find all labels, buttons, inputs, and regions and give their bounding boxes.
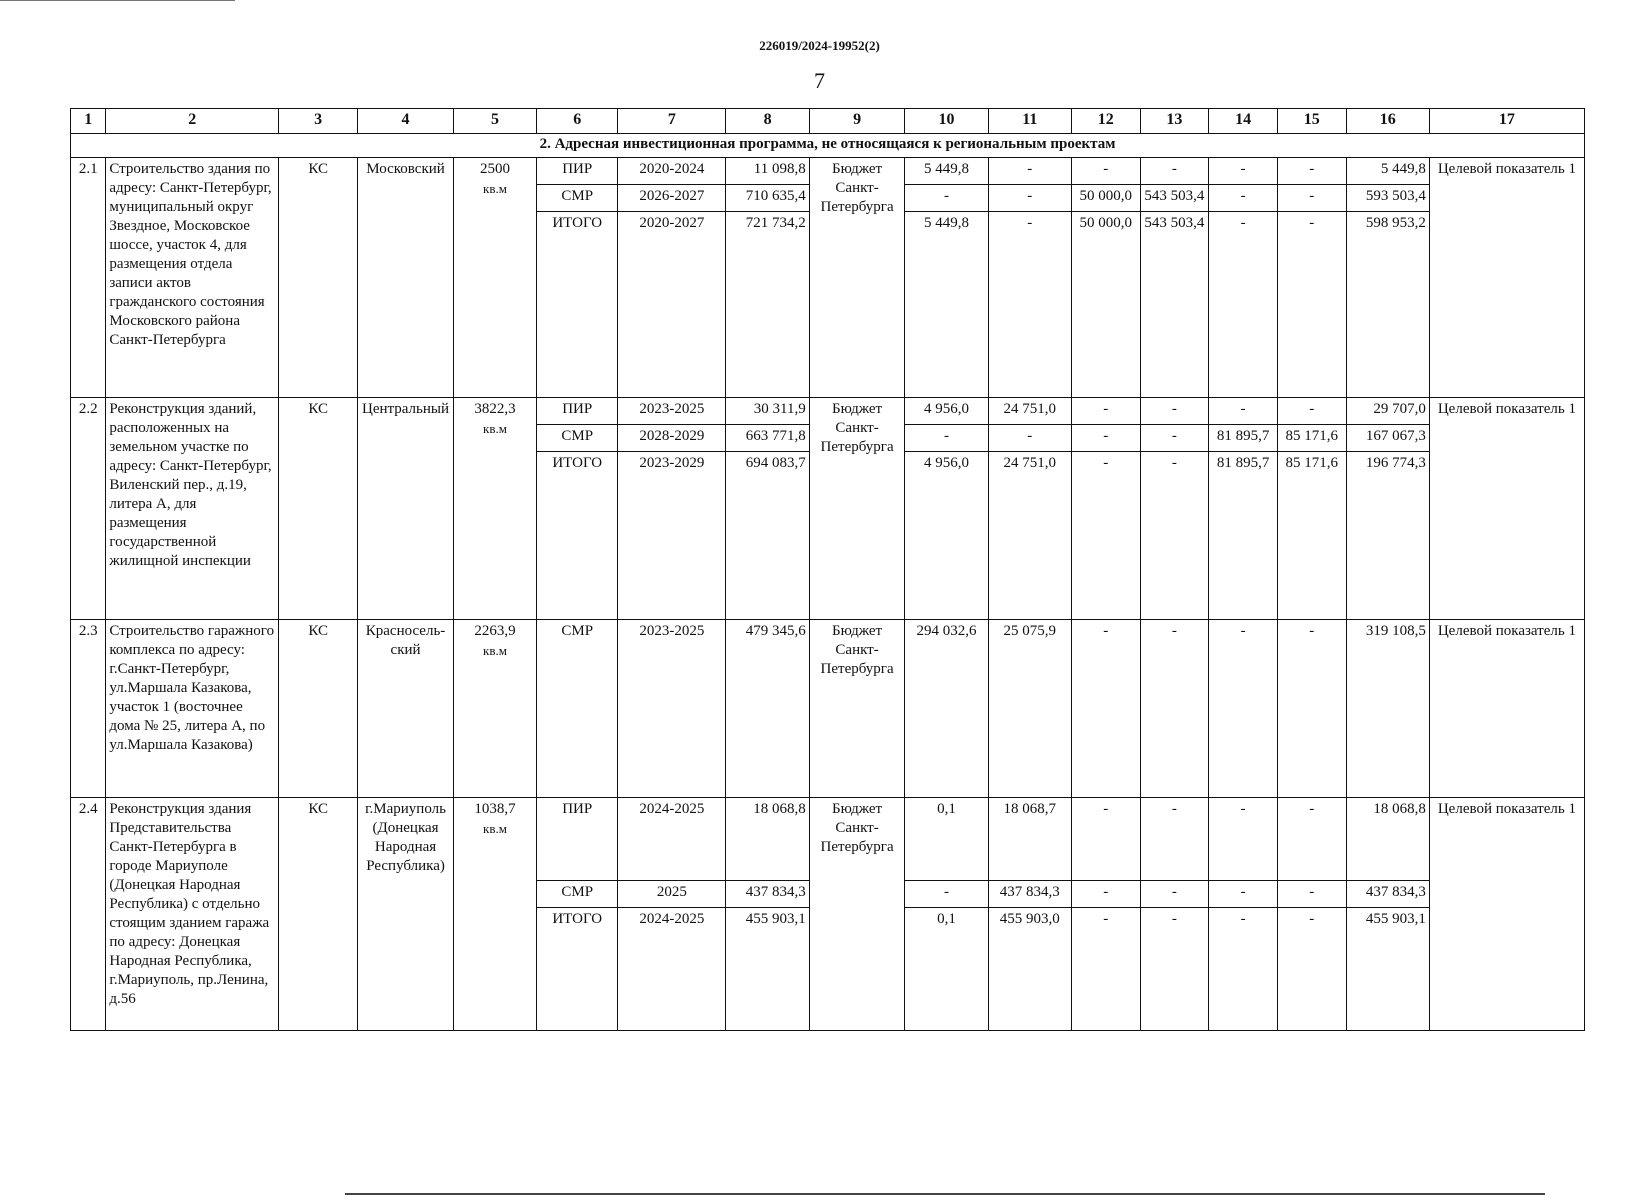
amount-sum xyxy=(1346,452,1429,620)
amount-c15-text: - xyxy=(1309,215,1315,231)
column-header-1: 1 xyxy=(71,109,106,134)
amount-c11-text: - xyxy=(1027,161,1033,177)
total-cost-text: 18 068,8 xyxy=(753,801,806,817)
amount-c12-text: - xyxy=(1103,801,1109,817)
amount-c12-text: - xyxy=(1103,911,1109,927)
amount-sum xyxy=(1346,398,1429,425)
total-cost-text: 30 311,9 xyxy=(753,401,806,417)
row-number xyxy=(71,620,106,798)
amount-sum-text: 29 707,0 xyxy=(1373,401,1426,417)
amount-c11 xyxy=(988,398,1071,425)
amount-sum-text: 5 449,8 xyxy=(1380,161,1426,177)
district xyxy=(358,158,454,398)
amount-c15 xyxy=(1277,452,1346,620)
row-number-text: 2.3 xyxy=(78,623,98,639)
column-header-5: 5 xyxy=(453,109,536,134)
amount-sum-text: 319 108,5 xyxy=(1365,623,1426,639)
stage-text: СМР xyxy=(561,188,594,204)
object-type-text: КС xyxy=(308,801,328,817)
capacity-text: 2500 xyxy=(480,161,510,177)
amount-c14-text: - xyxy=(1240,215,1246,231)
funding-source-text: Бюджет Санкт-Петербурга xyxy=(820,801,894,855)
document-id: 226019/2024-19952(2) xyxy=(759,38,880,53)
capacity-unit: кв.м xyxy=(483,421,507,436)
period xyxy=(618,158,726,185)
row-number xyxy=(71,398,106,620)
period xyxy=(618,398,726,425)
target-indicator xyxy=(1429,158,1584,398)
amount-c11 xyxy=(988,798,1071,881)
amount-c15-text: - xyxy=(1309,161,1315,177)
amount-c14 xyxy=(1209,398,1278,425)
amount-c11-text: 455 903,0 xyxy=(999,911,1060,927)
amount-c13 xyxy=(1140,452,1209,620)
amount-c14-text: - xyxy=(1240,623,1246,639)
amount-c13 xyxy=(1140,620,1209,798)
total-cost xyxy=(726,212,809,398)
row-number-text: 2.2 xyxy=(78,401,98,417)
stage-text: ИТОГО xyxy=(552,215,603,231)
amount-c14-text: - xyxy=(1240,801,1246,817)
amount-c10 xyxy=(905,798,988,881)
amount-c10-text: 294 032,6 xyxy=(916,623,977,639)
amount-sum-text: 593 503,4 xyxy=(1365,188,1426,204)
amount-c11-text: 437 834,3 xyxy=(999,884,1060,900)
capacity-text: 1038,7 xyxy=(474,801,516,817)
stage xyxy=(537,425,618,452)
period-text: 2023-2025 xyxy=(639,623,705,639)
total-cost-text: 437 834,3 xyxy=(745,884,806,900)
period-text: 2025 xyxy=(656,884,687,900)
target-indicator xyxy=(1429,798,1584,1031)
amount-c15-text: 85 171,6 xyxy=(1285,428,1338,444)
total-cost-text: 710 635,4 xyxy=(745,188,806,204)
amount-c11 xyxy=(988,212,1071,398)
amount-c11 xyxy=(988,881,1071,908)
total-cost xyxy=(726,798,809,881)
stage xyxy=(537,158,618,185)
amount-c11 xyxy=(988,425,1071,452)
amount-c15 xyxy=(1277,425,1346,452)
amount-c14 xyxy=(1209,425,1278,452)
amount-c13 xyxy=(1140,398,1209,425)
amount-c13 xyxy=(1140,212,1209,398)
amount-c11-text: - xyxy=(1027,428,1033,444)
amount-c15 xyxy=(1277,881,1346,908)
total-cost xyxy=(726,908,809,1031)
funding-source xyxy=(809,798,905,1031)
funding-source xyxy=(809,620,905,798)
amount-c13-text: - xyxy=(1171,401,1177,417)
period-text: 2024-2025 xyxy=(639,801,705,817)
amount-sum xyxy=(1346,185,1429,212)
amount-c12-text: - xyxy=(1103,428,1109,444)
amount-c12 xyxy=(1071,798,1140,881)
amount-c12 xyxy=(1071,158,1140,185)
amount-sum-text: 598 953,2 xyxy=(1365,215,1426,231)
object-description-text: Реконструкция зданий, расположенных на земельном участке по адресу: Санкт-Петербург, Виленский пер., д.19, литера А, для размещения государственной жилищной инспекции xyxy=(109,401,272,569)
stage xyxy=(537,185,618,212)
stage xyxy=(537,798,618,881)
amount-c10 xyxy=(905,398,988,425)
amount-c13-text: - xyxy=(1171,884,1177,900)
amount-c12-text: - xyxy=(1103,884,1109,900)
stage xyxy=(537,908,618,1031)
period-text: 2028-2029 xyxy=(639,428,705,444)
section-title: 2. Адресная инвестиционная программа, не относящаяся к региональным проектам xyxy=(71,134,1585,158)
amount-c10 xyxy=(905,908,988,1031)
amount-sum xyxy=(1346,908,1429,1031)
amount-c11 xyxy=(988,185,1071,212)
target-indicator-text: Целевой показатель 1 xyxy=(1437,401,1576,417)
period-text: 2024-2025 xyxy=(639,911,705,927)
object-description xyxy=(106,620,279,798)
amount-c12 xyxy=(1071,908,1140,1031)
column-header-14: 14 xyxy=(1209,109,1278,134)
amount-c14-text: - xyxy=(1240,401,1246,417)
capacity xyxy=(453,398,536,620)
capacity xyxy=(453,158,536,398)
object-type-text: КС xyxy=(308,623,328,639)
amount-c15 xyxy=(1277,398,1346,425)
amount-c12-text: - xyxy=(1103,401,1109,417)
district-text: Центральный xyxy=(362,401,450,417)
amount-c11 xyxy=(988,158,1071,185)
object-type-text: КС xyxy=(308,161,328,177)
object-description xyxy=(106,798,279,1031)
amount-c10-text: - xyxy=(944,188,950,204)
amount-c11-text: 24 751,0 xyxy=(1003,455,1057,471)
amount-c13-text: - xyxy=(1171,623,1177,639)
period xyxy=(618,881,726,908)
capacity-text: 3822,3 xyxy=(474,401,516,417)
column-header-8: 8 xyxy=(726,109,809,134)
amount-c15-text: - xyxy=(1309,401,1315,417)
amount-c13-text: - xyxy=(1171,428,1177,444)
stage xyxy=(537,881,618,908)
page-number: 7 xyxy=(814,68,825,93)
stage xyxy=(537,620,618,798)
column-header-10: 10 xyxy=(905,109,988,134)
amount-c10-text: 4 956,0 xyxy=(924,401,970,417)
amount-c10 xyxy=(905,620,988,798)
stage-text: ПИР xyxy=(562,161,593,177)
amount-c14-text: 81 895,7 xyxy=(1216,428,1270,444)
object-type xyxy=(279,398,358,620)
amount-c12 xyxy=(1071,425,1140,452)
total-cost xyxy=(726,425,809,452)
object-type xyxy=(279,158,358,398)
amount-c11 xyxy=(988,620,1071,798)
stage-text: ПИР xyxy=(562,801,593,817)
amount-c13 xyxy=(1140,908,1209,1031)
object-type xyxy=(279,798,358,1031)
district-text: Московский xyxy=(366,161,445,177)
amount-sum-text: 196 774,3 xyxy=(1365,455,1426,471)
amount-sum xyxy=(1346,881,1429,908)
table-row xyxy=(71,798,1585,881)
period xyxy=(618,620,726,798)
table-row xyxy=(71,398,1585,425)
total-cost-text: 455 903,1 xyxy=(745,911,806,927)
capacity-unit: кв.м xyxy=(483,643,507,658)
amount-c10 xyxy=(905,158,988,185)
amount-c13 xyxy=(1140,185,1209,212)
amount-c14 xyxy=(1209,908,1278,1031)
amount-c12-text: - xyxy=(1103,455,1109,471)
table-row xyxy=(71,158,1585,185)
amount-c12 xyxy=(1071,881,1140,908)
amount-c12 xyxy=(1071,452,1140,620)
amount-c13-text: - xyxy=(1171,911,1177,927)
stage-text: ИТОГО xyxy=(552,455,603,471)
funding-source-text: Бюджет Санкт-Петербурга xyxy=(820,161,894,215)
amount-c14 xyxy=(1209,185,1278,212)
object-description xyxy=(106,398,279,620)
total-cost xyxy=(726,452,809,620)
target-indicator xyxy=(1429,398,1584,620)
amount-c15 xyxy=(1277,908,1346,1031)
amount-c13 xyxy=(1140,881,1209,908)
funding-source xyxy=(809,398,905,620)
amount-c10 xyxy=(905,881,988,908)
district xyxy=(358,798,454,1031)
column-header-4: 4 xyxy=(358,109,454,134)
amount-c10-text: - xyxy=(944,884,950,900)
amount-sum xyxy=(1346,158,1429,185)
total-cost-text: 721 734,2 xyxy=(745,215,806,231)
period-text: 2020-2027 xyxy=(639,215,705,231)
period xyxy=(618,798,726,881)
amount-c12-text: 50 000,0 xyxy=(1079,188,1132,204)
amount-c11 xyxy=(988,452,1071,620)
amount-sum xyxy=(1346,212,1429,398)
target-indicator-text: Целевой показатель 1 xyxy=(1437,623,1576,639)
district-text: Красносель-ский xyxy=(365,623,446,658)
column-header-7: 7 xyxy=(618,109,726,134)
stage-text: ИТОГО xyxy=(552,911,603,927)
amount-c11 xyxy=(988,908,1071,1031)
column-header-13: 13 xyxy=(1140,109,1209,134)
target-indicator-text: Целевой показатель 1 xyxy=(1437,161,1576,177)
period xyxy=(618,185,726,212)
total-cost xyxy=(726,185,809,212)
amount-c11-text: 24 751,0 xyxy=(1003,401,1057,417)
object-description-text: Реконструкция здания Представительства Санкт-Петербурга в городе Мариуполе (Донецкая Народная Республика) с отдельно стоящим зданием гаража по адресу: Донецкая Народная Республика, г.Мариуполь, пр.Ленина, д.56 xyxy=(109,801,270,1007)
amount-c12-text: 50 000,0 xyxy=(1079,215,1132,231)
bottom-edge-line xyxy=(345,1193,1545,1195)
amount-c13 xyxy=(1140,798,1209,881)
period xyxy=(618,908,726,1031)
amount-sum-text: 18 068,8 xyxy=(1373,801,1426,817)
amount-c14 xyxy=(1209,620,1278,798)
stage-text: ПИР xyxy=(562,401,593,417)
total-cost xyxy=(726,881,809,908)
period-text: 2020-2024 xyxy=(639,161,705,177)
amount-c12 xyxy=(1071,185,1140,212)
top-edge-line xyxy=(0,0,235,1)
amount-c10-text: 0,1 xyxy=(937,801,956,817)
period-text: 2023-2029 xyxy=(639,455,705,471)
row-number xyxy=(71,158,106,398)
amount-c10 xyxy=(905,425,988,452)
amount-c14 xyxy=(1209,158,1278,185)
capacity xyxy=(453,798,536,1031)
amount-c10 xyxy=(905,185,988,212)
section-title-row xyxy=(71,134,1585,158)
investment-program-table xyxy=(70,108,1585,1031)
amount-c15-text: - xyxy=(1309,801,1315,817)
amount-c15-text: - xyxy=(1309,188,1315,204)
table-row xyxy=(71,620,1585,798)
amount-c15 xyxy=(1277,798,1346,881)
stage xyxy=(537,452,618,620)
amount-c12-text: - xyxy=(1103,161,1109,177)
amount-c10 xyxy=(905,452,988,620)
amount-c13 xyxy=(1140,425,1209,452)
amount-c10-text: 5 449,8 xyxy=(924,161,970,177)
amount-c15 xyxy=(1277,212,1346,398)
amount-c14-text: - xyxy=(1240,161,1246,177)
stage-text: СМР xyxy=(561,428,594,444)
amount-c12 xyxy=(1071,212,1140,398)
row-number xyxy=(71,798,106,1031)
amount-c12 xyxy=(1071,398,1140,425)
amount-c14 xyxy=(1209,452,1278,620)
funding-source xyxy=(809,158,905,398)
stage xyxy=(537,212,618,398)
amount-c10-text: - xyxy=(944,428,950,444)
object-type-text: КС xyxy=(308,401,328,417)
total-cost-text: 479 345,6 xyxy=(745,623,806,639)
capacity-text: 2263,9 xyxy=(474,623,516,639)
stage-text: СМР xyxy=(561,623,594,639)
capacity xyxy=(453,620,536,798)
column-header-6: 6 xyxy=(537,109,618,134)
capacity-unit: кв.м xyxy=(483,181,507,196)
amount-c12 xyxy=(1071,620,1140,798)
amount-c10-text: 4 956,0 xyxy=(924,455,970,471)
column-header-9: 9 xyxy=(809,109,905,134)
column-header-11: 11 xyxy=(988,109,1071,134)
amount-c15 xyxy=(1277,158,1346,185)
amount-c11-text: - xyxy=(1027,188,1033,204)
column-number-header xyxy=(71,109,1585,134)
amount-c13-text: 543 503,4 xyxy=(1144,215,1205,231)
amount-c14-text: - xyxy=(1240,884,1246,900)
total-cost-text: 11 098,8 xyxy=(753,161,806,177)
amount-sum-text: 437 834,3 xyxy=(1365,884,1426,900)
amount-c10-text: 0,1 xyxy=(937,911,956,927)
period-text: 2026-2027 xyxy=(639,188,705,204)
object-description xyxy=(106,158,279,398)
object-description-text: Строительство гаражного комплекса по адресу: г.Санкт-Петербург, ул.Маршала Казакова, участок 1 (восточнее дома № 25, литера А, по ул.Маршала Казакова) xyxy=(109,623,275,753)
column-header-16: 16 xyxy=(1346,109,1429,134)
row-number-text: 2.4 xyxy=(78,801,98,817)
stage-text: СМР xyxy=(561,884,594,900)
district xyxy=(358,620,454,798)
amount-c13-text: 543 503,4 xyxy=(1144,188,1205,204)
total-cost xyxy=(726,158,809,185)
amount-c11-text: 18 068,7 xyxy=(1003,801,1057,817)
amount-sum xyxy=(1346,798,1429,881)
period xyxy=(618,452,726,620)
row-number-text: 2.1 xyxy=(78,161,98,177)
target-indicator-text: Целевой показатель 1 xyxy=(1437,801,1576,817)
total-cost xyxy=(726,620,809,798)
amount-c14 xyxy=(1209,798,1278,881)
total-cost xyxy=(726,398,809,425)
object-type xyxy=(279,620,358,798)
column-header-15: 15 xyxy=(1277,109,1346,134)
column-header-12: 12 xyxy=(1071,109,1140,134)
amount-c13-text: - xyxy=(1171,161,1177,177)
amount-sum xyxy=(1346,425,1429,452)
amount-c15-text: - xyxy=(1309,623,1315,639)
amount-c11-text: - xyxy=(1027,215,1033,231)
column-header-17: 17 xyxy=(1429,109,1584,134)
district-text: г.Мариуполь (Донецкая Народная Республика) xyxy=(365,801,446,874)
amount-c14-text: - xyxy=(1240,911,1246,927)
period-text: 2023-2025 xyxy=(639,401,705,417)
amount-sum-text: 455 903,1 xyxy=(1365,911,1426,927)
amount-c15-text: 85 171,6 xyxy=(1285,455,1338,471)
target-indicator xyxy=(1429,620,1584,798)
total-cost-text: 694 083,7 xyxy=(745,455,806,471)
amount-c14 xyxy=(1209,212,1278,398)
amount-c14-text: 81 895,7 xyxy=(1216,455,1270,471)
amount-c15-text: - xyxy=(1309,911,1315,927)
amount-sum xyxy=(1346,620,1429,798)
funding-source-text: Бюджет Санкт-Петербурга xyxy=(820,623,894,677)
stage xyxy=(537,398,618,425)
district xyxy=(358,398,454,620)
capacity-unit: кв.м xyxy=(483,821,507,836)
amount-c15 xyxy=(1277,185,1346,212)
amount-c10-text: 5 449,8 xyxy=(924,215,970,231)
amount-c15-text: - xyxy=(1309,884,1315,900)
amount-sum-text: 167 067,3 xyxy=(1365,428,1426,444)
amount-c15 xyxy=(1277,620,1346,798)
amount-c13 xyxy=(1140,158,1209,185)
amount-c13-text: - xyxy=(1171,801,1177,817)
funding-source-text: Бюджет Санкт-Петербурга xyxy=(820,401,894,455)
column-header-2: 2 xyxy=(106,109,279,134)
amount-c10 xyxy=(905,212,988,398)
period xyxy=(618,212,726,398)
period xyxy=(618,425,726,452)
amount-c11-text: 25 075,9 xyxy=(1003,623,1057,639)
column-header-3: 3 xyxy=(279,109,358,134)
amount-c12-text: - xyxy=(1103,623,1109,639)
total-cost-text: 663 771,8 xyxy=(745,428,806,444)
amount-c14 xyxy=(1209,881,1278,908)
amount-c14-text: - xyxy=(1240,188,1246,204)
object-description-text: Строительство здания по адресу: Санкт-Петербург, муниципальный округ Звездное, Московское шоссе, участок 4, для размещения отдела записи актов гражданского состояния Московского района Санкт-Петербурга xyxy=(109,161,272,348)
amount-c13-text: - xyxy=(1171,455,1177,471)
